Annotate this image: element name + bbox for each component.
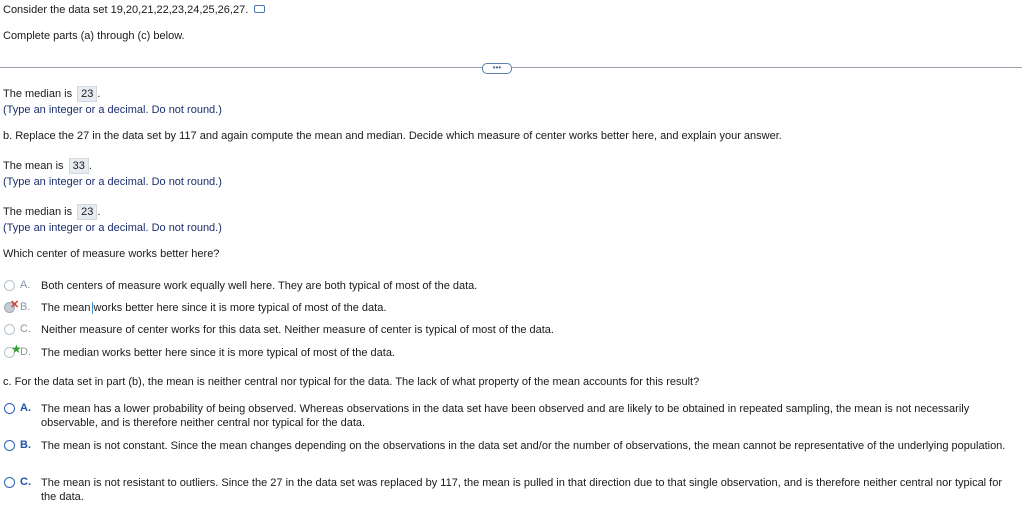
part-b-median-hint: (Type an integer or a decimal. Do not round.) <box>3 222 222 234</box>
option-letter: A. <box>20 279 31 291</box>
option-text: The mean is not resistant to outliers. Since the 27 in the data set was replaced by 117, the mean is pulled in that direction due to that single observation, and is therefore neither central nor typical for the data. <box>41 477 1003 503</box>
option-letter: B. <box>20 439 31 451</box>
option-text: Neither measure of center works for this data set. Neither measure of center is typical of most of the data. <box>41 324 554 336</box>
radio-button[interactable] <box>4 280 15 291</box>
option-letter: C. <box>20 323 31 335</box>
text-cursor <box>92 302 93 314</box>
option-letter: A. <box>20 402 31 414</box>
question-text: Consider the data set 19,20,21,22,23,24,25,26,27. <box>3 4 249 16</box>
option-letter: C. <box>20 476 31 488</box>
option-text: The median works better here since it is more typical of most of the data. <box>41 347 395 359</box>
part-b-prompt: b. Replace the 27 in the data set by 117 and again compute the mean and median. Decide which measure of center works better here, and explain your answer. <box>3 130 782 142</box>
part-c-prompt: c. For the data set in part (b), the mean is neither central nor typical for the data. The lack of what property of the mean accounts for this result? <box>3 376 700 388</box>
mean-label: The mean is <box>3 160 64 172</box>
option-text: The mean has a lower probability of being observed. Whereas observations in the data set have been observed and are likely to be obtained in repeated sampling, the mean is not necessarily observable, and is therefore neither central nor typical for the data. <box>41 403 970 429</box>
mean-suffix: . <box>88 160 92 172</box>
mean-answer-b[interactable]: 33 <box>69 158 89 174</box>
more-button[interactable]: ••• <box>482 63 512 74</box>
radio-button[interactable] <box>4 324 15 335</box>
incorrect-x-icon: ✕ <box>10 299 20 311</box>
median-suffix-b: . <box>97 206 101 218</box>
part-a-median-line <box>3 86 100 102</box>
option-text: Both centers of measure work equally well here. They are both typical of most of the data. <box>41 280 478 292</box>
option-text-before: The mean <box>41 302 91 314</box>
instructions: Complete parts (a) through (c) below. <box>3 30 185 42</box>
part-a-hint: (Type an integer or a decimal. Do not round.) <box>3 104 222 116</box>
option-text: The mean is not constant. Since the mean changes depending on the observations in the data set and/or the number of observations, the mean cannot be representative of the underlying population. <box>41 440 1006 452</box>
option-letter: B. <box>20 301 31 313</box>
median-label-b: The median is <box>3 206 73 218</box>
radio-button[interactable] <box>4 440 15 451</box>
median-label: The median is <box>3 88 73 100</box>
part-b-mean-hint: (Type an integer or a decimal. Do not round.) <box>3 176 222 188</box>
correct-star-icon: ★ <box>11 342 22 356</box>
question-header <box>3 4 265 16</box>
median-answer-a[interactable]: 23 <box>77 86 97 102</box>
radio-button[interactable] <box>4 477 15 488</box>
median-answer-b[interactable]: 23 <box>77 204 97 220</box>
option-text-after: works better here since it is more typical of most of the data. <box>93 302 387 314</box>
option-letter: D. <box>20 346 31 358</box>
which-question: Which center of measure works better here? <box>3 248 220 260</box>
radio-button[interactable] <box>4 403 15 414</box>
part-b-median-line <box>3 204 100 220</box>
part-b-mean-line <box>3 158 92 174</box>
median-suffix: . <box>97 88 101 100</box>
option-text <box>41 301 1006 315</box>
print-icon[interactable] <box>254 5 265 13</box>
